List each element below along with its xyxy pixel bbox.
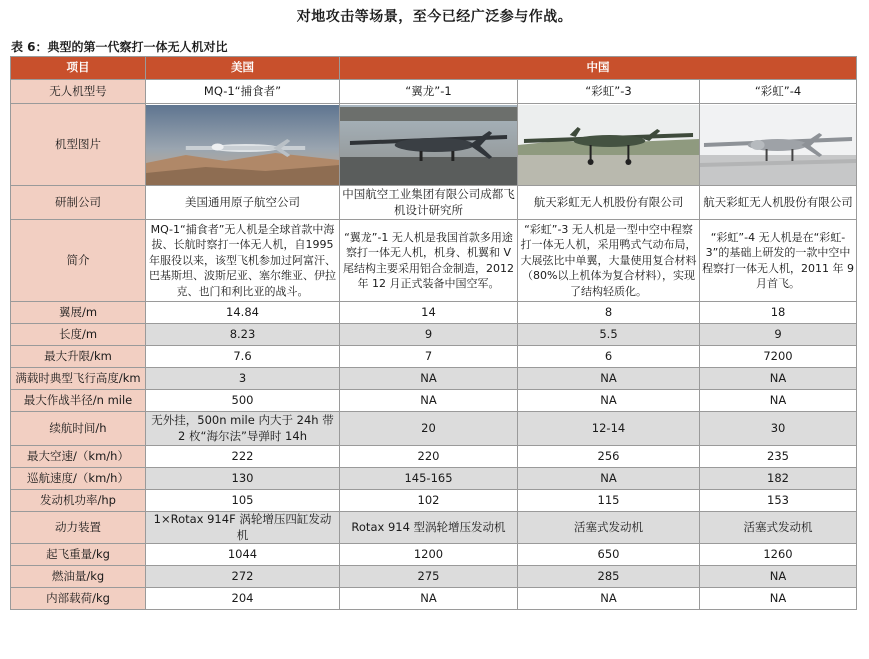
spec-value: 5.5: [518, 324, 700, 346]
spec-row-typical-altitude: [11, 368, 857, 390]
row-label: 内部载荷/kg: [11, 588, 146, 610]
spec-value: NA: [518, 368, 700, 390]
spec-row-ceiling: [11, 346, 857, 368]
spec-value: NA: [700, 368, 857, 390]
spec-value: 256: [518, 446, 700, 468]
spec-value: NA: [700, 390, 857, 412]
spec-value: 30: [700, 412, 857, 446]
header-china: 中国: [340, 57, 857, 80]
spec-row-endurance: [11, 412, 857, 446]
company-name: 航天彩虹无人机股份有限公司: [700, 186, 857, 220]
row-label: 满载时典型飞行高度/km: [11, 368, 146, 390]
spec-value: 204: [146, 588, 340, 610]
spec-value: 8: [518, 302, 700, 324]
row-label: 研制公司: [11, 186, 146, 220]
spec-value: 6: [518, 346, 700, 368]
company-row: [11, 186, 857, 220]
spec-value: Rotax 914 型涡轮增压发动机: [340, 512, 518, 544]
uav-comparison-table: [10, 56, 857, 610]
spec-row-fuel: [11, 566, 857, 588]
spec-row-powerplant: [11, 512, 857, 544]
row-label: 长度/m: [11, 324, 146, 346]
row-label: 最大作战半径/n mile: [11, 390, 146, 412]
spec-value: NA: [340, 368, 518, 390]
row-label: 燃油量/kg: [11, 566, 146, 588]
spec-value: NA: [700, 588, 857, 610]
spec-row-length: [11, 324, 857, 346]
table-header-row: [11, 57, 857, 80]
spec-row-cruise-speed: [11, 468, 857, 490]
company-name: 航天彩虹无人机股份有限公司: [518, 186, 700, 220]
spec-value: 12-14: [518, 412, 700, 446]
spec-value: 182: [700, 468, 857, 490]
header-usa: 美国: [146, 57, 340, 80]
spec-value: 650: [518, 544, 700, 566]
spec-value: 20: [340, 412, 518, 446]
uav-photo-ch-3: [518, 104, 700, 186]
company-name: 美国通用原子航空公司: [146, 186, 340, 220]
spec-value: 130: [146, 468, 340, 490]
spec-value: 1200: [340, 544, 518, 566]
spec-value: 285: [518, 566, 700, 588]
model-name: “翼龙”-1: [340, 80, 518, 104]
spec-row-internal-payload: [11, 588, 857, 610]
spec-value: 145-165: [340, 468, 518, 490]
spec-value: 115: [518, 490, 700, 512]
spec-value: 275: [340, 566, 518, 588]
spec-value: 3: [146, 368, 340, 390]
spec-row-max-speed: [11, 446, 857, 468]
spec-row-engine-power: [11, 490, 857, 512]
row-label: 翼展/m: [11, 302, 146, 324]
spec-value: NA: [340, 588, 518, 610]
row-label: 续航时间/h: [11, 412, 146, 446]
spec-value: 7: [340, 346, 518, 368]
page-heading: 对地攻击等场景，至今已经广泛参与作战。: [296, 9, 573, 25]
spec-value: 500: [146, 390, 340, 412]
spec-value: 7.6: [146, 346, 340, 368]
spec-value: NA: [700, 566, 857, 588]
row-label: 简介: [11, 220, 146, 302]
spec-value: NA: [518, 468, 700, 490]
uav-photo-wing-loong-1: [340, 104, 518, 186]
spec-value: 18: [700, 302, 857, 324]
spec-value: 活塞式发动机: [700, 512, 857, 544]
spec-value: 272: [146, 566, 340, 588]
spec-row-takeoff-weight: [11, 544, 857, 566]
row-label: 发动机功率/hp: [11, 490, 146, 512]
spec-value: 14: [340, 302, 518, 324]
model-name: “彩虹”-3: [518, 80, 700, 104]
row-label: 无人机型号: [11, 80, 146, 104]
intro-text: “翼龙”-1 无人机是我国首款多用途察打一体无人机，机身、机翼和 V 尾结构主要采用铝合金制造，2012 年 12 月正式装备中国空军。: [340, 220, 518, 302]
spec-value: 9: [340, 324, 518, 346]
spec-row-span: [11, 302, 857, 324]
spec-value: 153: [700, 490, 857, 512]
table-caption: 表 6：典型的第一代察打一体无人机对比: [11, 40, 228, 54]
image-row: [11, 104, 857, 186]
spec-value: 222: [146, 446, 340, 468]
spec-value: NA: [518, 390, 700, 412]
spec-row-combat-radius: [11, 390, 857, 412]
spec-value: NA: [518, 588, 700, 610]
row-label: 机型图片: [11, 104, 146, 186]
spec-value: 1260: [700, 544, 857, 566]
header-item: 项目: [11, 57, 146, 80]
spec-value: 9: [700, 324, 857, 346]
spec-value: 8.23: [146, 324, 340, 346]
model-row: [11, 80, 857, 104]
spec-value: 220: [340, 446, 518, 468]
intro-row: [11, 220, 857, 302]
row-label: 最大升限/km: [11, 346, 146, 368]
model-name: MQ-1“捕食者”: [146, 80, 340, 104]
spec-value: 活塞式发动机: [518, 512, 700, 544]
spec-value: 14.84: [146, 302, 340, 324]
spec-value: 102: [340, 490, 518, 512]
row-label: 起飞重量/kg: [11, 544, 146, 566]
spec-value: 1×Rotax 914F 涡轮增压四缸发动机: [146, 512, 340, 544]
spec-value: 235: [700, 446, 857, 468]
spec-value: 无外挂，500n mile 内大于 24h 带 2 枚“海尔法”导弹时 14h: [146, 412, 340, 446]
intro-text: “彩虹”-4 无人机是在“彩虹-3”的基础上研发的一款中空中程察打一体无人机，2011 年 9 月首飞。: [700, 220, 857, 302]
spec-value: 105: [146, 490, 340, 512]
spec-value: 1044: [146, 544, 340, 566]
company-name: 中国航空工业集团有限公司成都飞机设计研究所: [340, 186, 518, 220]
uav-photo-mq1: [146, 104, 340, 186]
spec-value: NA: [340, 390, 518, 412]
row-label: 最大空速/（km/h）: [11, 446, 146, 468]
spec-value: 7200: [700, 346, 857, 368]
intro-text: “彩虹”-3 无人机是一型中空中程察打一体无人机，采用鸭式气动布局，大展弦比中单翼，大量使用复合材料（80%以上机体为复合材料），实现了结构轻质化。: [518, 220, 700, 302]
row-label: 巡航速度/（km/h）: [11, 468, 146, 490]
intro-text: MQ-1“捕食者”无人机是全球首款中海拔、长航时察打一体无人机，自1995 年服役以来，该型飞机参加过阿富汗、巴基斯坦、波斯尼亚、塞尔维亚、伊拉克、也门和利比亚的战斗。: [146, 220, 340, 302]
model-name: “彩虹”-4: [700, 80, 857, 104]
row-label: 动力装置: [11, 512, 146, 544]
uav-photo-ch-4: [700, 104, 857, 186]
